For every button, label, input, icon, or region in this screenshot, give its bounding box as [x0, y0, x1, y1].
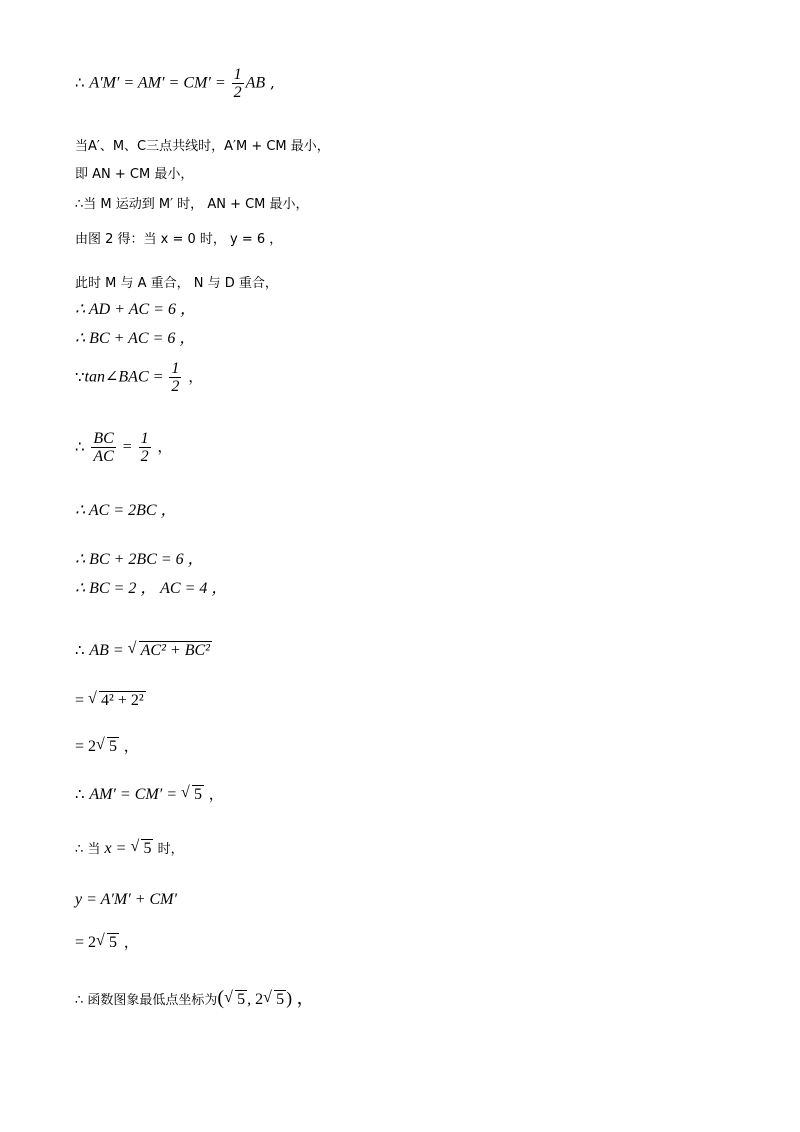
fraction-numerator: 1 — [140, 430, 149, 447]
line-4-text: 由图 2 得：当 x = 0 时， y = 6 ， — [75, 232, 283, 247]
line-17-prefix: ∴ 当 — [75, 842, 105, 857]
line-6 — [75, 299, 196, 320]
line-8-expr: tan∠BAC = — [84, 368, 168, 386]
line-13-prefix: ∴ — [75, 641, 90, 659]
line-16-prefix: ∴ — [75, 785, 90, 803]
line-9-prefix: ∴ — [75, 437, 90, 456]
line-7 — [75, 328, 195, 349]
line-8-end: ， — [183, 367, 204, 386]
line-0-expr: A′M′ = AM′ = CM′ = — [89, 74, 230, 92]
radicand: 5 — [109, 738, 118, 755]
line-15-end: ， — [119, 737, 139, 755]
line-3 — [75, 193, 309, 215]
line-9-expr: = — [117, 438, 137, 456]
line-0-end: , — [265, 73, 275, 92]
line-19-end: ， — [119, 933, 139, 951]
line-14-prefix: = — [75, 692, 89, 709]
line-0-prefix: ∴ — [75, 73, 90, 92]
fraction — [91, 430, 115, 465]
radicand: AC² + BC² — [140, 642, 210, 659]
line-20-prefix: ∴ 函数图象最低点坐标为 — [75, 993, 218, 1008]
line-5-text: 此时 M 与 A 重合， N 与 D 重合， — [75, 276, 278, 291]
fraction-denominator: AC — [93, 448, 114, 465]
line-14 — [75, 690, 146, 711]
fraction-numerator: 1 — [171, 360, 180, 377]
fraction-denominator: 2 — [171, 378, 180, 395]
fraction — [232, 66, 244, 101]
close-paren: ) ， — [286, 988, 315, 1008]
square-root: √ 5 — [96, 932, 118, 951]
fraction — [169, 360, 181, 395]
line-10 — [75, 500, 177, 521]
radicand: 5 — [143, 840, 152, 857]
line-7-text: ∴ BC + AC = 6 ， — [75, 330, 196, 347]
fraction-denominator: 2 — [233, 84, 242, 101]
fraction-numerator: 1 — [233, 66, 242, 83]
line-17-end: 时， — [153, 842, 184, 857]
line-1 — [75, 135, 330, 157]
line-0-tail: AB — [245, 74, 266, 92]
square-root: √ 5 — [224, 989, 246, 1008]
radicand: 4² + 2² — [101, 692, 144, 709]
line-2-text: 即 AN + CM 最小， — [75, 167, 194, 182]
line-17 — [75, 838, 184, 860]
fraction-denominator: 2 — [140, 448, 149, 465]
because-symbol: ∵ — [75, 367, 85, 386]
line-6-text: ∴ AD + AC = 6 ， — [75, 301, 196, 318]
line-1-text: 当A′、M、C三点共线时，A′M + CM 最小， — [75, 139, 330, 154]
line-13 — [75, 640, 212, 661]
line-19-prefix: = 2 — [75, 934, 97, 951]
square-root: √ 5 — [130, 838, 152, 857]
line-20-mid: , 2 — [247, 991, 264, 1008]
square-root: √ 5 — [96, 736, 118, 755]
line-17-expr: x = — [104, 840, 131, 857]
radicand: 5 — [276, 991, 285, 1008]
radicand: 5 — [237, 991, 246, 1008]
open-paren: ( — [217, 987, 225, 1009]
square-root: √ 4² + 2² — [88, 690, 144, 709]
line-4 — [75, 228, 282, 250]
radicand: 5 — [194, 786, 203, 803]
line-2 — [75, 163, 193, 185]
line-3-text: ∴当 M 运动到 M′ 时， AN + CM 最小， — [75, 197, 309, 212]
line-18-text: y = A′M′ + CM′ — [75, 891, 178, 908]
radicand: 5 — [109, 934, 118, 951]
line-19 — [75, 932, 139, 953]
line-0 — [75, 66, 275, 101]
square-root: √ 5 — [263, 989, 285, 1008]
line-20 — [75, 988, 315, 1011]
line-13-expr: AB = — [89, 642, 128, 659]
line-16-end: ， — [204, 785, 224, 803]
line-9 — [75, 430, 172, 465]
line-15 — [75, 736, 139, 757]
square-root: √ AC² + BC² — [127, 640, 210, 659]
fraction — [139, 430, 151, 465]
line-9-end: ， — [152, 437, 173, 456]
square-root: √ 5 — [181, 784, 203, 803]
line-16 — [75, 784, 224, 805]
line-11 — [75, 549, 204, 570]
line-18 — [75, 889, 177, 910]
line-12 — [75, 578, 227, 599]
line-5 — [75, 272, 278, 294]
line-12-text: ∴ BC = 2 ， AC = 4 ， — [75, 580, 228, 597]
line-16-expr: AM′ = CM′ = — [89, 786, 182, 803]
line-15-prefix: = 2 — [75, 738, 97, 755]
fraction-numerator: BC — [93, 430, 114, 447]
line-8 — [75, 360, 203, 395]
line-11-text: ∴ BC + 2BC = 6 ， — [75, 551, 204, 568]
line-10-text: ∴ AC = 2BC ， — [75, 502, 177, 519]
